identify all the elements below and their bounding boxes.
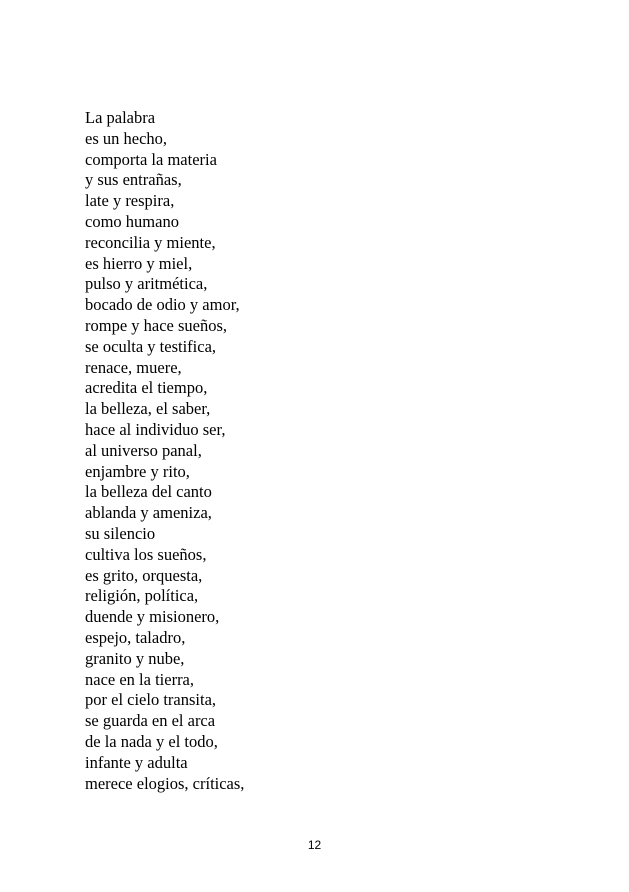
poem-line: hace al individuo ser, — [85, 419, 226, 439]
poem-line: se guarda en el arca — [85, 711, 216, 731]
poem-line: al universo panal, — [85, 440, 202, 460]
poem-line: La palabra — [85, 108, 156, 127]
poem-line: bocado de odio y amor, — [85, 295, 240, 315]
poem-line: ablanda y ameniza, — [85, 503, 212, 523]
poem-line: su silencio — [85, 523, 156, 543]
poem-line: enjambre y rito, — [85, 461, 190, 481]
poem-line: nace en la tierra, — [85, 669, 195, 689]
poem-line: late y respira, — [85, 191, 175, 211]
poem-line: cultiva los sueños, — [85, 544, 207, 564]
poem-line: es grito, orquesta, — [85, 565, 203, 585]
page-number: 12 — [307, 838, 322, 852]
poem-line: como humano — [85, 211, 179, 231]
poem-line: infante y adulta — [85, 752, 188, 772]
poem-line: la belleza del canto — [85, 482, 212, 502]
poem-line: duende y misionero, — [85, 607, 220, 627]
poem-line: la belleza, el saber, — [85, 399, 211, 419]
poem-line: de la nada y el todo, — [85, 731, 218, 751]
poem-line: espejo, taladro, — [85, 627, 186, 647]
poem-line: religión, política, — [85, 586, 199, 606]
poem-line: reconcilia y miente, — [85, 232, 216, 252]
poem-line: comporta la materia — [85, 149, 217, 169]
poem-line: es un hecho, — [85, 128, 168, 148]
poem-body — [85, 108, 244, 794]
poem-line: rompe y hace sueños, — [85, 315, 228, 335]
poem-line: es hierro y miel, — [85, 253, 193, 273]
poem-line: acredita el tiempo, — [85, 378, 208, 398]
poem-line: granito y nube, — [85, 648, 185, 668]
poem-line: renace, muere, — [85, 357, 182, 377]
poem-line: pulso y aritmética, — [85, 274, 208, 294]
poem-line: y sus entrañas, — [85, 170, 182, 190]
poem-line: por el cielo transita, — [85, 690, 217, 710]
poem-line: merece elogios, críticas, — [85, 773, 245, 793]
poem-line: se oculta y testifica, — [85, 336, 217, 356]
